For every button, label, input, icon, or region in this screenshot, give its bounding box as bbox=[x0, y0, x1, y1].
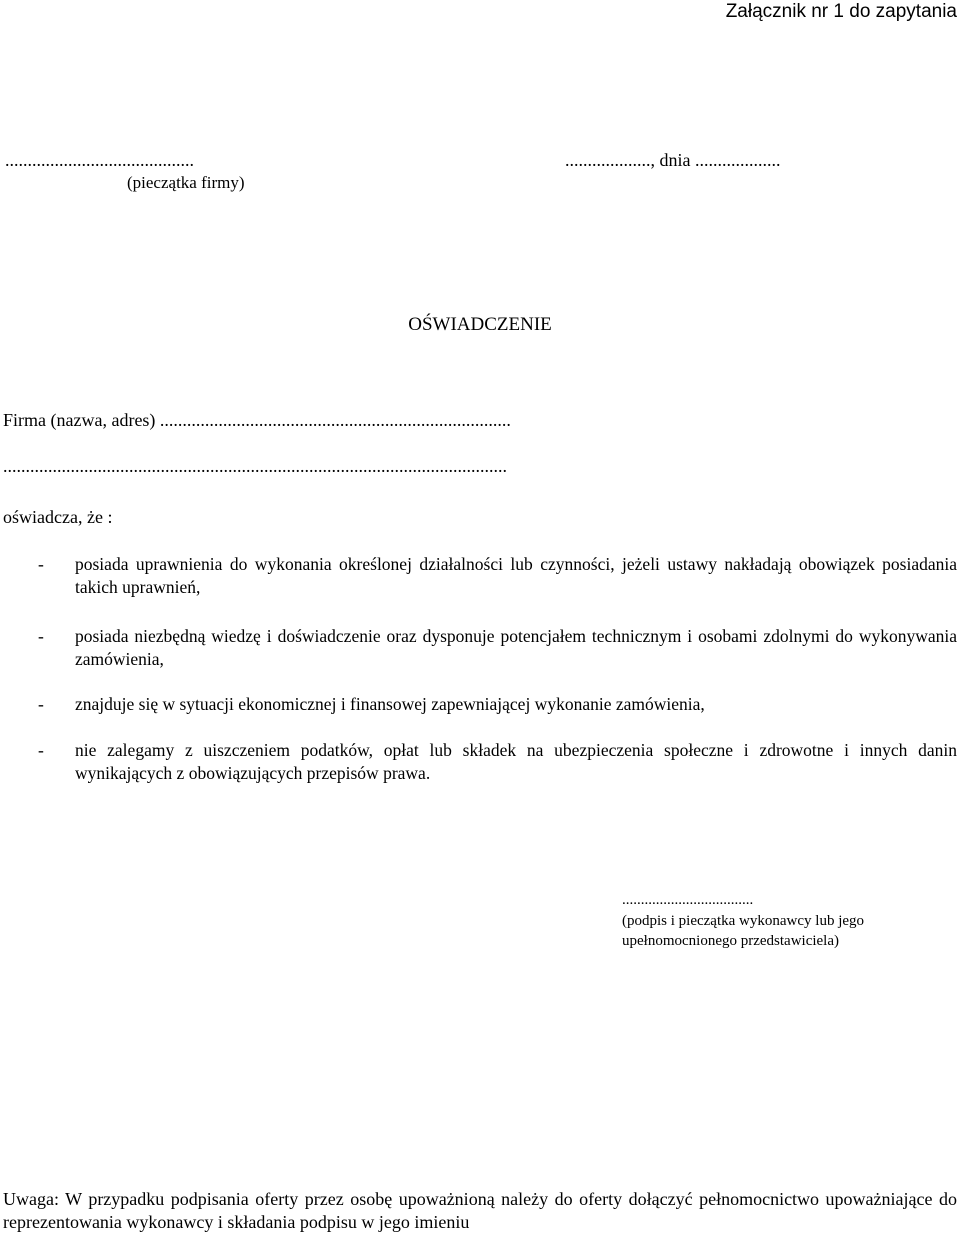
declaration-item bbox=[0, 693, 960, 716]
footer-note: Uwaga: W przypadku podpisania oferty przez osobę upoważnioną należy do oferty dołączyć pełnomocnictwo upoważniające do reprezentowania wykonawcy i składania podpisu w jego imieniu bbox=[3, 1189, 957, 1232]
declares-intro: oświadcza, że : bbox=[3, 507, 113, 527]
list-dash: - bbox=[38, 694, 44, 714]
list-dash: - bbox=[38, 626, 44, 646]
document-title: OŚWIADCZENIE bbox=[408, 314, 552, 335]
signature-caption: (podpis i pieczątka wykonawcy lub jego upełnomocnionego przedstawiciela) bbox=[622, 913, 865, 949]
declaration-list bbox=[0, 553, 960, 811]
declaration-item-text: posiada niezbędną wiedzę i doświadczenie oraz dysponuje potencjałem technicznym i osobami zdolnymi do wykonywania zamówienia, bbox=[75, 626, 957, 669]
declaration-item-text: posiada uprawnienia do wykonania określonej działalności lub czynności, jeżeli ustawy nakładają obowiązek posiadania takich uprawnień, bbox=[75, 554, 957, 597]
declaration-item bbox=[0, 739, 960, 785]
list-dash: - bbox=[38, 740, 44, 760]
firm-name-address-line-2: ................................................................................................................ bbox=[3, 456, 507, 476]
declaration-item-text: znajduje się w sytuacji ekonomicznej i finansowej zapewniającej wykonanie zamówienia, bbox=[75, 694, 705, 714]
signature-placeholder: ................................... bbox=[622, 892, 754, 908]
annex-label: Załącznik nr 1 do zapytania bbox=[725, 1, 957, 22]
place-date-placeholder: ..................., dnia ................... bbox=[565, 150, 781, 170]
company-stamp-caption: (pieczątka firmy) bbox=[127, 173, 245, 192]
firm-name-address-line: Firma (nazwa, adres) .............................................................................. bbox=[3, 410, 511, 430]
company-stamp-placeholder: .......................................... bbox=[5, 150, 194, 170]
declaration-item-text: nie zalegamy z uiszczeniem podatków, opłat lub składek na ubezpieczenia społeczne i zdrowotne i innych danin wynikających z obowiązujących przepisów prawa. bbox=[75, 740, 957, 783]
declaration-item bbox=[0, 625, 960, 671]
list-dash: - bbox=[38, 554, 44, 574]
declaration-item bbox=[0, 553, 960, 599]
